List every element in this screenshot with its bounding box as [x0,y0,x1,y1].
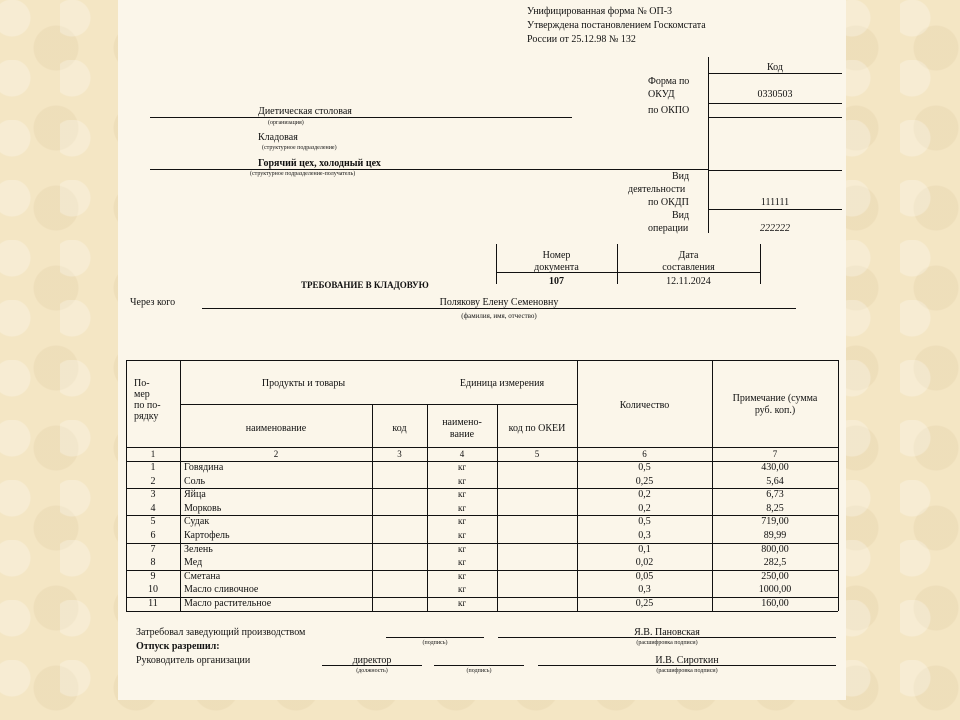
doc-header-line [496,272,760,273]
row-unit: кг [457,598,467,608]
row-sum: 800,00 [761,543,789,555]
doc-num-label-2: документа [534,262,579,273]
row-sum: 282,5 [763,557,787,569]
codes-title-line [708,73,842,74]
row-sum: 8,25 [766,502,784,514]
header-num-line: по по- [134,400,161,411]
doc-right-border [760,244,761,284]
row-sum: 160,00 [761,598,789,609]
header-num-line: рядку [134,411,159,422]
form-title-line2: Утверждена постановлением Госкомстата [527,20,706,31]
header-qty: Количество [619,400,670,411]
row-product-name: Масло растительное [184,598,272,609]
row-number: 10 [148,584,158,596]
doc-date-label-2: составления [662,262,715,273]
okpo-line [708,117,842,118]
org-recipient-line [150,169,708,170]
requested-name: Я.В. Пановская [634,627,700,638]
row-quantity: 0,3 [638,530,651,541]
header-num-line: мер [134,389,150,400]
row-sum: 89,99 [763,530,787,541]
column-number: 1 [150,449,156,459]
row-unit: кг [457,570,467,581]
org-name: Диетическая столовая [258,106,352,117]
position-caption: (должность) [356,668,388,674]
column-number: 7 [772,449,778,459]
row-number: 8 [150,557,156,569]
header-num-line: По- [134,378,150,389]
row-quantity: 0,2 [638,502,651,514]
header-products: Продукты и товары [261,378,346,389]
position-line [322,665,422,666]
row-product-name: Морковь [184,502,222,514]
row-product-name: Зелень [184,543,213,555]
head-name: И.В. Сироткин [655,655,719,666]
okdp-line [708,209,842,210]
head-label: Руководитель организации [136,655,251,666]
table-bottom-line [126,611,838,612]
row-quantity: 0,25 [635,598,654,609]
row-quantity: 0,02 [635,557,654,569]
oper-value: 222222 [760,223,790,234]
header-unit-name-2: вание [449,429,475,440]
doc-date-value: 12.11.2024 [666,276,711,287]
row-product-name: Мед [184,557,203,569]
row-number: 3 [150,489,156,501]
row-unit: кг [457,557,467,568]
table-top-line [126,360,838,361]
okud-line [708,103,842,104]
row-number: 7 [150,543,156,555]
header-name: наименование [245,423,307,434]
okpo-label: по ОКПО [648,105,690,116]
vid-label: Вид [672,171,690,182]
doc-num-value: 107 [549,276,564,287]
okud-label-2: ОКУД [648,89,675,100]
org-recipient: Горячий цех, холодный цех [258,158,381,169]
head-sign-caption: (подпись) [466,668,492,674]
row-quantity: 0,2 [638,489,651,501]
table-header-mid-line [180,404,577,405]
through-label: Через кого [130,297,176,308]
table-col-line [497,404,498,611]
table-col-line [180,360,181,611]
row-unit: кг [457,475,467,486]
row-product-name: Судак [184,516,210,528]
head-sign-line [434,665,524,666]
column-number: 5 [534,449,540,459]
requested-name-line [498,637,836,638]
row-number: 4 [150,502,156,514]
row-quantity: 0,05 [635,570,654,582]
header-okei: код по ОКЕИ [508,423,566,434]
row-unit: кг [457,584,467,595]
through-caption: (фамилия, имя, отчество) [461,312,537,320]
org-recipient-caption: (структурное подразделение-получатель) [250,171,356,177]
row-quantity: 0,25 [635,475,654,487]
row-sum: 1000,00 [758,584,792,596]
doc-date-label-1: Дата [678,250,699,261]
column-number: 3 [397,449,402,459]
row-quantity: 0,5 [638,516,651,528]
row-number: 2 [150,475,156,487]
header-note-1: Примечание (сумма [732,393,818,404]
doc-num-label-1: Номер [542,250,571,261]
row-number: 9 [150,570,156,582]
row-product-name: Соль [184,475,206,487]
table-header-bottom-line [126,447,838,448]
row-quantity: 0,1 [638,543,651,555]
row-sum: 250,00 [761,570,789,582]
header-unit: Единица измерения [459,378,545,389]
okdp-value: 111111 [760,197,790,208]
row-number: 5 [150,516,156,528]
row-unit: кг [457,516,467,527]
org-unit-caption: (структурное подразделение) [262,145,337,151]
okud-value: 0330503 [757,89,793,100]
row-sum: 430,00 [761,462,789,473]
row-product-name: Масло сливочное [184,584,259,596]
row-number: 11 [148,598,158,609]
requested-decode-caption: (расшифровка подписи) [636,640,698,646]
row-product-name: Сметана [184,570,221,582]
allowed-label: Отпуск разрешил: [136,641,220,652]
row-product-name: Говядина [184,462,224,473]
header-code: код [392,423,407,434]
okud-label-1: Форма по [648,76,690,87]
vid-top-line [708,170,842,171]
row-sum: 5,64 [766,475,784,487]
deyat-label: деятельности [628,184,686,195]
table-col-line [838,360,839,611]
org-name-line [150,117,572,118]
row-number: 6 [150,530,156,541]
row-product-name: Картофель [184,530,230,541]
table-col-line [372,404,373,611]
form-title-line3: России от 25.12.98 № 132 [527,34,636,45]
row-sum: 719,00 [761,516,789,528]
header-note-2: руб. коп.) [754,405,796,416]
row-number: 1 [150,462,156,473]
oper-label: операции [648,223,689,234]
row-unit: кг [457,543,467,554]
requested-sign-line [386,637,484,638]
through-value: Полякову Елену Семеновну [439,297,559,308]
through-line [202,308,796,309]
head-decode-caption: (расшифровка подписи) [656,668,718,674]
row-unit: кг [457,489,467,500]
form-title-line1: Унифицированная форма № ОП-3 [527,6,673,17]
row-sum: 6,73 [766,489,784,501]
row-unit: кг [457,502,467,513]
requested-label: Затребовал заведующий производством [136,627,306,638]
column-number: 4 [459,449,465,459]
column-number: 6 [642,449,647,459]
row-quantity: 0,3 [638,584,651,596]
row-unit: кг [457,530,467,540]
org-name-caption: (организация) [268,120,304,126]
position-value: директор [352,655,392,666]
okdp-label: по ОКДП [648,197,689,208]
row-unit: кг [457,462,467,472]
head-name-line [538,665,836,666]
column-number: 2 [273,449,279,459]
requested-sign-caption: (подпись) [422,640,448,646]
document-title: ТРЕБОВАНИЕ В КЛАДОВУЮ [301,280,429,290]
codes-title: Код [767,62,783,73]
row-product-name: Яйца [184,489,206,501]
vid2-label: Вид [672,210,690,221]
row-quantity: 0,5 [638,462,651,473]
org-unit: Кладовая [258,132,298,143]
header-unit-name-1: наимено- [442,417,482,428]
